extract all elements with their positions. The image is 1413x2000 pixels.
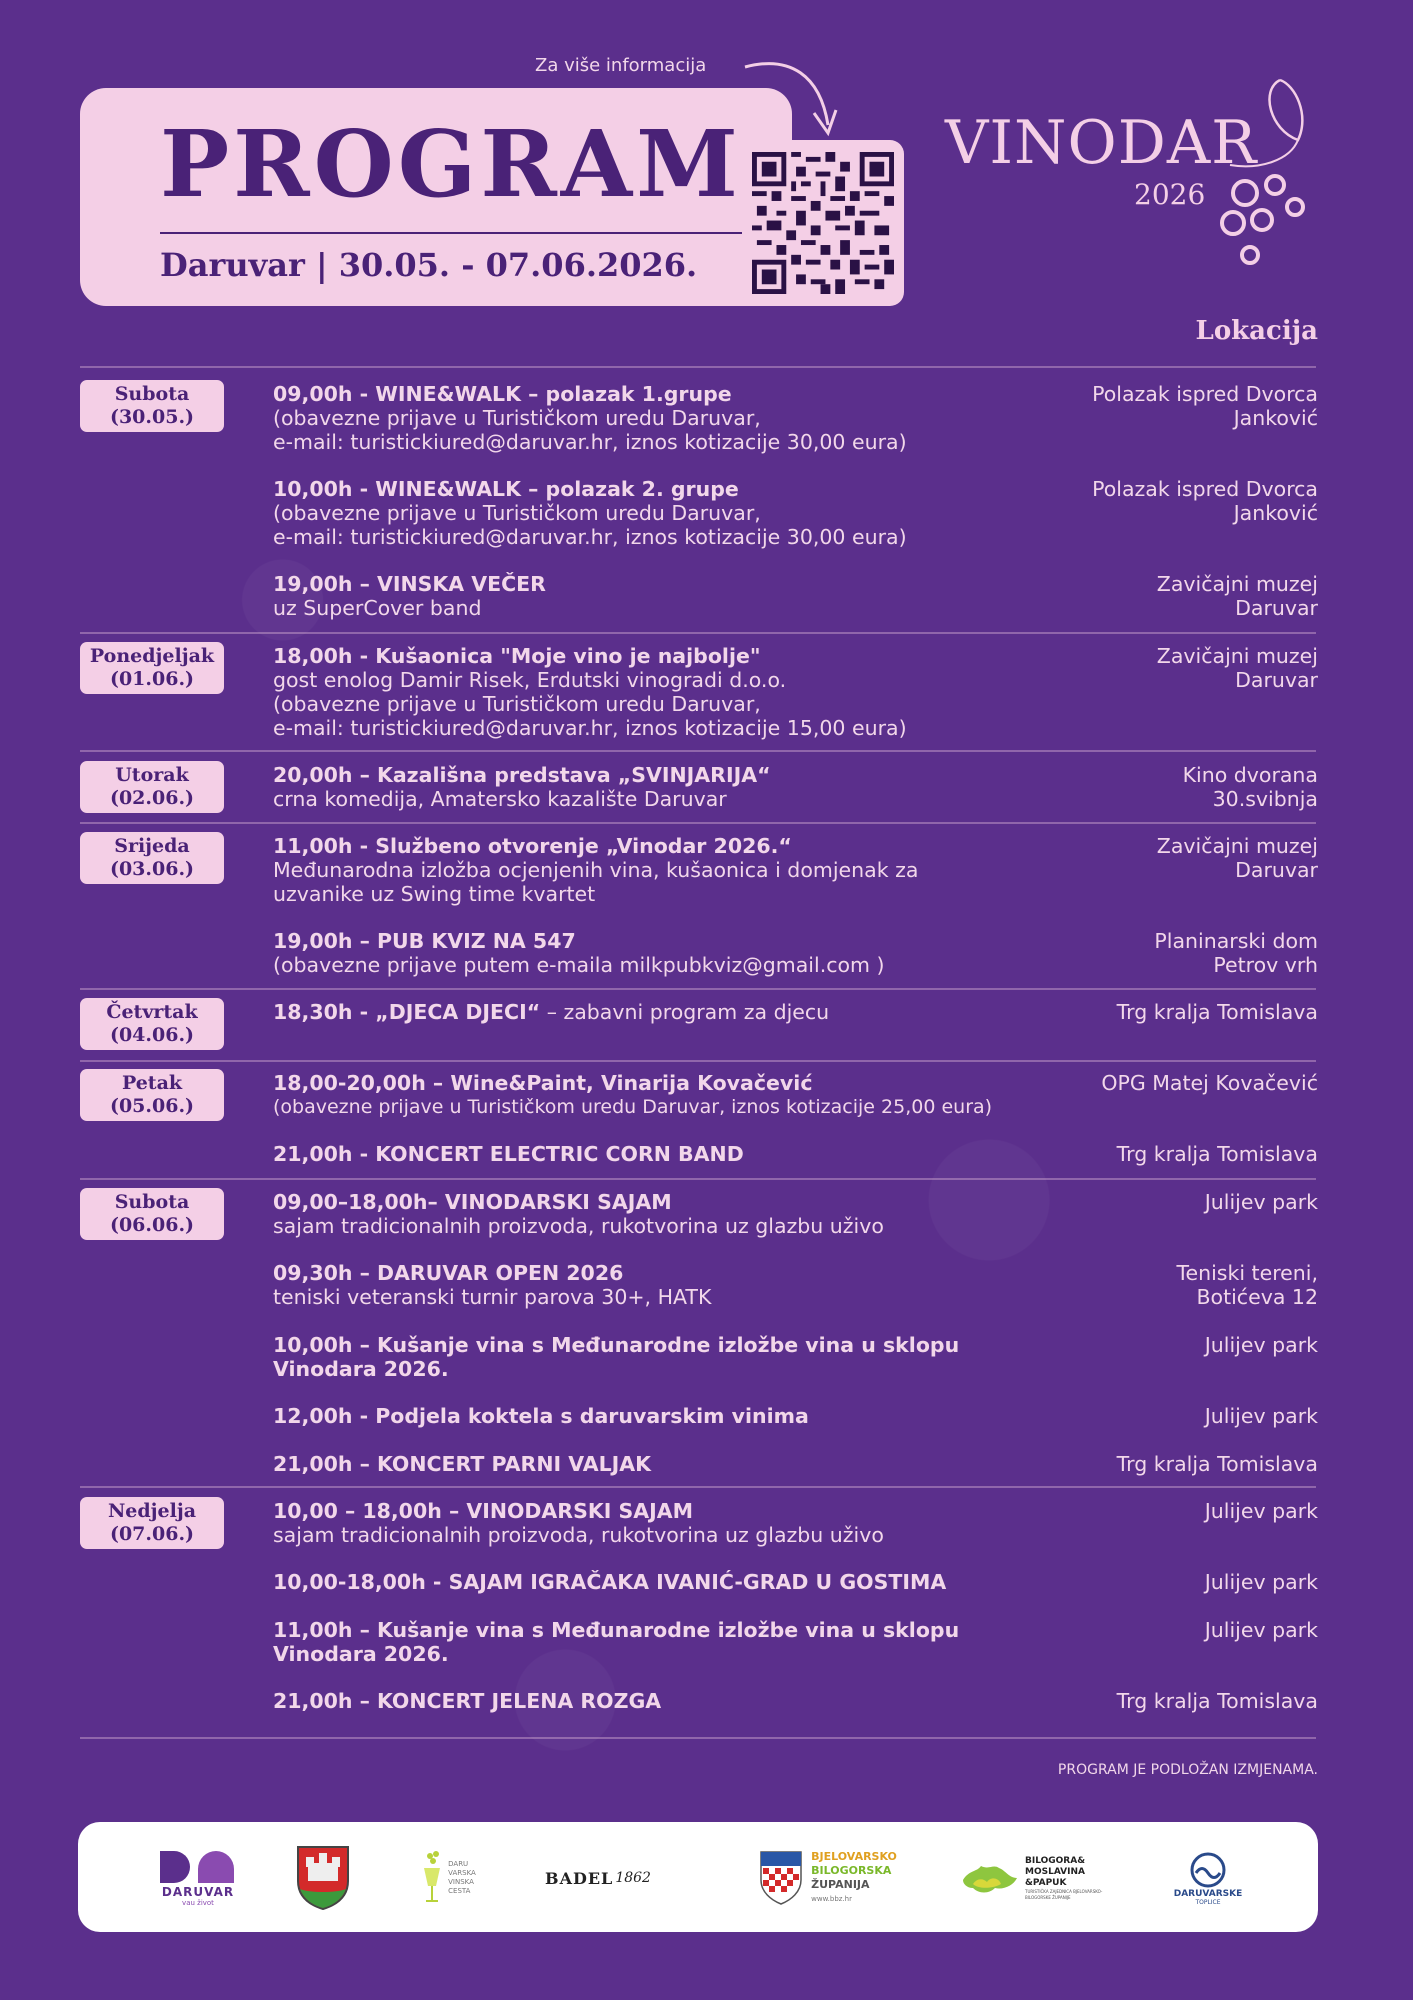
event-description: (obavezne prijave putem e-maila milkpubkviz@gmail.com ) [273, 953, 885, 977]
event-title: 18,30h - „DJECA DJECI“ [273, 1000, 541, 1024]
location-line: Julijev park [1204, 1190, 1318, 1214]
location-line: Daruvar [1235, 858, 1318, 882]
event-title: 21,00h – KONCERT JELENA ROZGA [273, 1689, 662, 1713]
day-name: Subota [114, 383, 190, 405]
event-title: 10,00-18,00h - SAJAM IGRAČAKA IVANIĆ-GRAD U GOSTIMA [273, 1570, 947, 1594]
location-line: Daruvar [1235, 668, 1318, 692]
bbz-line: BJELOVARSKO [811, 1850, 897, 1863]
wine-glass-icon [420, 1850, 444, 1906]
event-item [273, 1333, 1033, 1381]
location-line: Julijev park [1204, 1618, 1318, 1642]
location-line: Zavičajni muzej [1156, 834, 1318, 858]
daruvar-logo-text: DARUVAR [161, 1885, 235, 1899]
day-date: (06.06.) [109, 1214, 195, 1236]
location-line: Janković [1233, 501, 1318, 525]
location-line: Trg kralja Tomislava [1116, 1000, 1318, 1024]
event-title: 18,00h - Kušaonica "Moje vino je najbolje" [273, 644, 761, 668]
event-location [1018, 1404, 1318, 1428]
location-line: Janković [1233, 406, 1318, 430]
day-name: Subota [114, 1191, 190, 1213]
location-line: Botićeva 12 [1196, 1285, 1318, 1309]
location-line: Julijev park [1204, 1570, 1318, 1594]
vinska-cesta-line: DARU [448, 1860, 469, 1868]
event-description: sajam tradicionalnih proizvoda, rukotvorina uz glazbu uživo [273, 1214, 884, 1238]
event-title: 11,00h - Službeno otvorenje „Vinodar 2026.“ [273, 834, 792, 858]
event-title: 21,00h - KONCERT ELECTRIC CORN BAND [273, 1142, 744, 1166]
badel-logo-year: 1862 [615, 1870, 651, 1886]
event-location [1018, 1570, 1318, 1594]
vinska-cesta-line: CESTA [448, 1887, 471, 1895]
event-item [273, 1142, 1033, 1166]
location-line: Polazak ispred Dvorca [1092, 477, 1318, 501]
event-location [1018, 644, 1318, 692]
region-map-icon [961, 1858, 1019, 1898]
qr-code-card[interactable] [742, 140, 904, 306]
event-title: 21,00h – KONCERT PARNI VALJAK [273, 1452, 652, 1476]
location-line: OPG Matej Kovačević [1101, 1071, 1318, 1095]
location-line: Trg kralja Tomislava [1116, 1689, 1318, 1713]
day-badge-saturday-06 [80, 1188, 224, 1240]
event-description: (obavezne prijave u Turističkom uredu Daruvar, [273, 692, 761, 716]
location-line: Polazak ispred Dvorca [1092, 382, 1318, 406]
event-title: 11,00h – Kušanje vina s Međunarodne izložbe vina u sklopu [273, 1618, 960, 1642]
vinodar-logo-year: 2026 [1134, 178, 1206, 211]
day-badge-sunday [80, 1497, 224, 1549]
program-header-card [80, 88, 792, 306]
event-description: – zabavni program za djecu [540, 1000, 830, 1024]
event-title: 19,00h – PUB KVIZ NA 547 [273, 929, 576, 953]
location-line: Planinarski dom [1154, 929, 1318, 953]
title-divider [160, 232, 762, 234]
event-title: 12,00h - Podjela koktela s daruvarskim vinima [273, 1404, 809, 1428]
location-line: Julijev park [1204, 1333, 1318, 1357]
event-description: uz SuperCover band [273, 596, 482, 620]
event-location [1018, 1000, 1318, 1024]
event-item [273, 1618, 1033, 1666]
event-item [273, 929, 1033, 977]
event-description: crna komedija, Amatersko kazalište Daruvar [273, 787, 727, 811]
coat-of-arms-icon [296, 1845, 350, 1911]
event-title: 09,30h – DARUVAR OPEN 2026 [273, 1261, 624, 1285]
event-description: e-mail: turistickiured@daruvar.hr, iznos kotizacije 15,00 eura) [273, 716, 907, 740]
section-divider [80, 750, 1316, 752]
event-item [273, 477, 1033, 549]
event-title: 20,00h – Kazališna predstava „SVINJARIJA“ [273, 763, 771, 787]
section-divider [80, 1737, 1316, 1739]
county-shield-icon [759, 1850, 803, 1906]
event-item [273, 1570, 1033, 1594]
day-date: (07.06.) [109, 1523, 195, 1545]
day-badge-friday [80, 1069, 224, 1121]
more-info-label: Za više informacija [535, 55, 707, 76]
location-line: Teniski tereni, [1176, 1261, 1318, 1285]
vinska-cesta-line: VARSKA [448, 1869, 476, 1877]
event-location [1018, 572, 1318, 620]
bilogora-moslavina-papuk-logo[interactable] [958, 1844, 1118, 1912]
daruvarske-toplice-logo[interactable] [1158, 1844, 1258, 1912]
event-location [1018, 477, 1318, 525]
event-description: teniski veteranski turnir parova 30+, HATK [273, 1285, 712, 1309]
event-item [273, 1071, 1033, 1119]
disclaimer-note: PROGRAM JE PODLOŽAN IZMJENAMA. [1057, 1762, 1318, 1778]
badel-logo[interactable] [538, 1844, 658, 1912]
event-item [273, 1689, 1033, 1713]
event-item [273, 1452, 1033, 1476]
event-title: 09,00h - WINE&WALK – polazak 1.grupe [273, 382, 732, 406]
toplice-logo-icon [1186, 1851, 1230, 1889]
day-badge-saturday-30 [80, 380, 224, 432]
vinodar-logo-title: VINODAR [945, 108, 1258, 178]
bilogora-line: &PAPUK [1025, 1877, 1067, 1888]
badel-logo-text: BADEL [545, 1868, 614, 1888]
event-location [1018, 834, 1318, 882]
event-item [273, 1000, 1033, 1024]
day-name: Srijeda [114, 835, 190, 857]
section-divider [80, 632, 1316, 634]
event-location [1018, 382, 1318, 430]
day-name: Ponedjeljak [89, 645, 215, 667]
event-item [273, 834, 1033, 906]
vinska-cesta-text [448, 1860, 476, 1896]
location-line: Trg kralja Tomislava [1116, 1142, 1318, 1166]
bbz-line: BILOGORSKA [811, 1864, 892, 1877]
day-name: Petak [121, 1072, 183, 1094]
event-location [1018, 1142, 1318, 1166]
event-location [1018, 1190, 1318, 1214]
bbz-url: www.bbz.hr [811, 1895, 852, 1903]
location-line: Julijev park [1204, 1404, 1318, 1428]
vinska-cesta-logo[interactable] [408, 1844, 488, 1912]
section-divider [80, 366, 1316, 368]
day-name: Četvrtak [106, 1001, 198, 1023]
location-line: Trg kralja Tomislava [1116, 1452, 1318, 1476]
day-name: Nedjelja [107, 1500, 197, 1522]
day-badge-monday [80, 642, 224, 694]
event-item [273, 382, 1033, 454]
event-item [273, 644, 1033, 740]
qr-code-icon [752, 150, 894, 296]
bilogora-subtext: TURISTIČKA ZAJEDNICA BJELOVARSKO-BILOGORSKE ŽUPANIJE [1025, 1888, 1103, 1900]
event-title: 09,00–18,00h– VINODARSKI SAJAM [273, 1190, 672, 1214]
event-description: e-mail: turistickiured@daruvar.hr, iznos kotizacije 30,00 eura) [273, 525, 907, 549]
program-title: PROGRAM [160, 110, 743, 218]
event-item [273, 1190, 1033, 1238]
day-badge-wednesday [80, 832, 224, 884]
coat-of-arms-daruvar[interactable] [293, 1844, 353, 1912]
event-description: sajam tradicionalnih proizvoda, rukotvorina uz glazbu uživo [273, 1523, 884, 1547]
event-location [1018, 763, 1318, 811]
location-line: Petrov vrh [1213, 953, 1318, 977]
event-location [1018, 1261, 1318, 1309]
event-item [273, 1499, 1033, 1547]
event-description: e-mail: turistickiured@daruvar.hr, iznos kotizacije 30,00 eura) [273, 430, 907, 454]
event-title: 19,00h – VINSKA VEČER [273, 572, 546, 596]
event-item [273, 1404, 1033, 1428]
event-location [1018, 1333, 1318, 1357]
location-line: Zavičajni muzej [1156, 644, 1318, 668]
day-date: (04.06.) [109, 1024, 195, 1046]
event-item [273, 1261, 1033, 1309]
event-location [1018, 1452, 1318, 1476]
bbz-logo[interactable] [743, 1844, 913, 1912]
location-line: Daruvar [1235, 596, 1318, 620]
event-description: (obavezne prijave u Turističkom uredu Daruvar, [273, 406, 761, 430]
event-title: 10,00 – 18,00h – VINODARSKI SAJAM [273, 1499, 694, 1523]
section-divider [80, 1178, 1316, 1180]
program-dates: Daruvar | 30.05. - 07.06.2026. [160, 246, 698, 284]
event-title-continued: Vinodara 2026. [273, 1357, 449, 1381]
event-title: 10,00h - WINE&WALK – polazak 2. grupe [273, 477, 739, 501]
event-description: gost enolog Damir Risek, Erdutski vinogradi d.o.o. [273, 668, 787, 692]
bilogora-line: MOSLAVINA [1025, 1866, 1085, 1877]
location-line: Julijev park [1204, 1499, 1318, 1523]
day-badge-tuesday [80, 761, 224, 813]
section-divider [80, 988, 1316, 990]
section-divider [80, 1486, 1316, 1488]
bbz-text [811, 1850, 897, 1906]
section-divider [80, 822, 1316, 824]
toplice-logo-text: DARUVARSKE [1173, 1888, 1243, 1899]
day-date: (03.06.) [109, 858, 195, 880]
location-line: 30.svibnja [1212, 787, 1318, 811]
event-title: 10,00h – Kušanje vina s Međunarodne izložbe vina u sklopu [273, 1333, 960, 1357]
section-divider [80, 1060, 1316, 1062]
event-item [273, 763, 1033, 811]
event-location [1018, 1618, 1318, 1642]
sponsor-bar [78, 1822, 1318, 1932]
event-item [273, 572, 1033, 620]
day-date: (02.06.) [109, 787, 195, 809]
bbz-line: ŽUPANIJA [811, 1878, 870, 1891]
location-column-header: Lokacija [1195, 316, 1318, 346]
bilogora-line: BILOGORA& [1025, 1855, 1086, 1866]
day-badge-thursday [80, 998, 224, 1050]
vinska-cesta-line: VINSKA [448, 1878, 474, 1886]
bilogora-text [1025, 1856, 1115, 1901]
day-name: Utorak [115, 764, 189, 786]
event-location [1018, 1689, 1318, 1713]
event-description: Međunarodna izložba ocjenjenih vina, kušaonica i domjenak za [273, 858, 919, 882]
event-title: 18,00-20,00h – Wine&Paint, Vinarija Kovačević [273, 1071, 813, 1095]
event-location [1018, 1071, 1318, 1095]
daruvar-logo[interactable] [148, 1844, 248, 1912]
event-title-continued: Vinodara 2026. [273, 1642, 449, 1666]
location-line: Zavičajni muzej [1156, 572, 1318, 596]
daruvar-logo-subtext: vau život [182, 1899, 214, 1907]
event-location [1018, 1499, 1318, 1523]
location-line: Kino dvorana [1182, 763, 1318, 787]
event-description: uzvanike uz Swing time kvartet [273, 882, 596, 906]
day-date: (01.06.) [109, 668, 195, 690]
day-date: (05.06.) [109, 1095, 195, 1117]
event-description: (obavezne prijave u Turističkom uredu Daruvar, [273, 501, 761, 525]
daruvar-logo-icon [158, 1849, 238, 1885]
event-description: (obavezne prijave u Turističkom uredu Daruvar, iznos kotizacije 25,00 eura) [273, 1096, 993, 1118]
day-date: (30.05.) [109, 406, 195, 428]
toplice-logo-subtext: TOPLICE [1195, 1898, 1221, 1906]
event-location [1018, 929, 1318, 977]
